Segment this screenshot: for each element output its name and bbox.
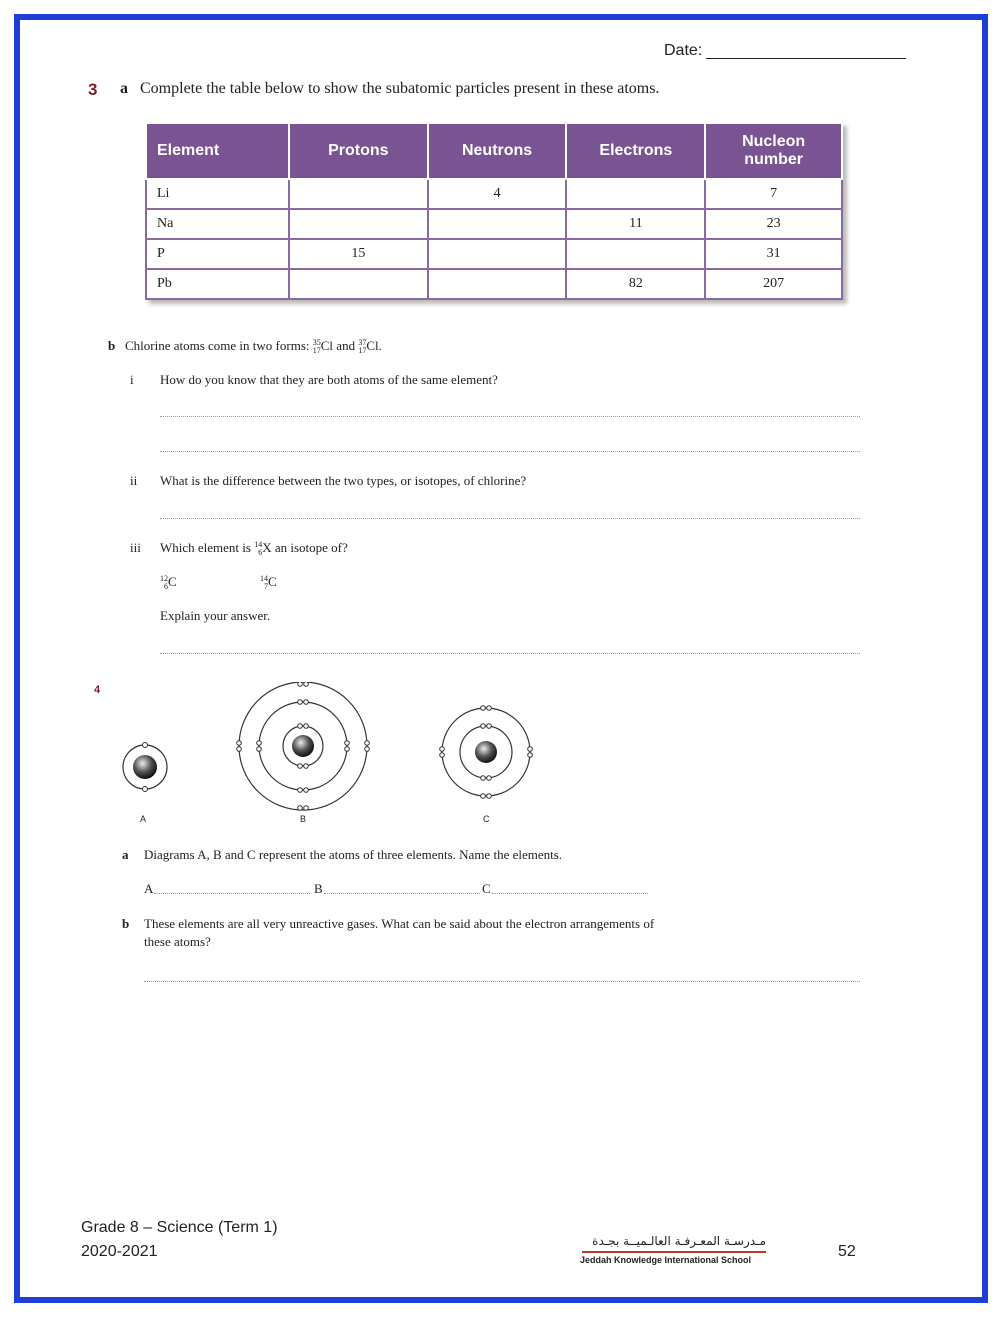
answer-label-a: A xyxy=(144,881,154,896)
logo-divider xyxy=(582,1251,766,1253)
answer-line-c[interactable] xyxy=(492,893,648,894)
table-row xyxy=(146,239,842,269)
diagram-label-a: A xyxy=(140,814,147,824)
x-nuclide: 14 6 xyxy=(254,540,263,558)
col-nucleon-number: Nucleon number xyxy=(705,123,842,179)
atom-b-diagram xyxy=(237,682,370,810)
question-3b-i-text: How do you know that they are both atoms of the same element? xyxy=(160,372,498,387)
roman-iii: iii xyxy=(130,540,141,555)
question-3a xyxy=(120,80,659,98)
diagram-label-b: B xyxy=(300,814,307,824)
question-3b-iii-text: Which element is xyxy=(160,540,251,555)
school-year: 2020-2021 xyxy=(81,1243,158,1260)
answer-cell[interactable] xyxy=(566,239,705,269)
table-cell: Li xyxy=(146,179,289,209)
answer-cell[interactable] xyxy=(289,179,428,209)
answer-line[interactable] xyxy=(160,653,860,654)
option-n14[interactable]: 14 7C xyxy=(260,574,277,592)
answer-cell[interactable] xyxy=(289,209,428,239)
question-3b-ii xyxy=(130,473,527,489)
diagram-label-c: C xyxy=(483,814,490,824)
atom-a-diagram xyxy=(123,743,167,792)
course-title: Grade 8 – Science (Term 1) xyxy=(81,1219,278,1236)
page-number: 52 xyxy=(838,1243,856,1260)
answer-line[interactable] xyxy=(160,416,860,417)
cl37-nuclide: 37 17 xyxy=(358,338,367,356)
date-field[interactable] xyxy=(706,58,906,59)
table-cell: 31 xyxy=(705,239,842,269)
table-row xyxy=(146,179,842,209)
table-cell: 7 xyxy=(705,179,842,209)
question-4-number: 4 xyxy=(94,684,101,696)
answer-line[interactable] xyxy=(160,518,860,519)
roman-ii: ii xyxy=(130,473,138,488)
col-neutrons: Neutrons xyxy=(428,123,567,179)
school-logo-arabic: مـدرسـة المعـرفـة العالـميــة بجـدة xyxy=(592,1234,766,1248)
table-row xyxy=(146,269,842,299)
cl35-nuclide: 35 17 xyxy=(312,338,321,356)
table-cell: 11 xyxy=(566,209,705,239)
col-electrons: Electrons xyxy=(566,123,705,179)
option-c12[interactable]: 12 6C xyxy=(160,574,177,592)
answer-line-b[interactable] xyxy=(324,893,480,894)
table-cell: P xyxy=(146,239,289,269)
question-4b-text-line2: these atoms? xyxy=(144,934,211,949)
answer-cell[interactable] xyxy=(428,269,567,299)
col-protons: Protons xyxy=(289,123,428,179)
table-row xyxy=(146,209,842,239)
question-4a-text: Diagrams A, B and C represent the atoms of three elements. Name the elements. xyxy=(144,847,563,862)
question-3b-text: Chlorine atoms come in two forms: xyxy=(124,338,310,353)
question-4b-text-line1: These elements are all very unreactive gases. What can be said about the electron arrangements of xyxy=(144,916,655,931)
question-3b-iii: iii Which element is 14 6X an isotope of? xyxy=(130,540,348,558)
answer-cell[interactable] xyxy=(428,209,567,239)
answer-cell[interactable] xyxy=(289,269,428,299)
question-3b-ii-text: What is the difference between the two types, or isotopes, of chlorine? xyxy=(160,473,527,488)
table-cell: 23 xyxy=(705,209,842,239)
table-cell: Na xyxy=(146,209,289,239)
answer-line[interactable] xyxy=(144,981,860,982)
part-b-letter: b xyxy=(122,916,130,931)
atom-c-diagram xyxy=(440,706,533,799)
roman-i: i xyxy=(130,372,134,387)
table-cell: 82 xyxy=(566,269,705,299)
answer-line[interactable] xyxy=(160,451,860,452)
table-header-row xyxy=(146,123,842,179)
table-cell: Pb xyxy=(146,269,289,299)
part-a-letter: a xyxy=(122,847,129,862)
answer-label-c: C xyxy=(482,881,491,896)
date-label: Date: xyxy=(664,42,703,59)
part-a-letter: a xyxy=(120,80,128,97)
answer-cell[interactable] xyxy=(566,179,705,209)
explain-prompt: Explain your answer. xyxy=(160,608,271,623)
table-cell: 15 xyxy=(289,239,428,269)
answer-cell[interactable] xyxy=(428,239,567,269)
question-3b-i xyxy=(130,372,498,388)
table-cell: 4 xyxy=(428,179,567,209)
question-3a-text: Complete the table below to show the subatomic particles present in these atoms. xyxy=(140,80,660,97)
school-logo-english: Jeddah Knowledge International School xyxy=(580,1255,752,1265)
answer-label-b: B xyxy=(314,881,323,896)
part-b-letter: b xyxy=(108,338,116,353)
subatomic-table xyxy=(145,122,843,300)
table-cell: 207 xyxy=(705,269,842,299)
question-4a xyxy=(122,847,563,863)
question-3-number: 3 xyxy=(88,80,98,99)
question-3b: b Chlorine atoms come in two forms: 35 17Cl and 37 17Cl. xyxy=(108,338,382,356)
answer-line-a[interactable] xyxy=(154,893,310,894)
atom-diagrams xyxy=(100,682,580,822)
col-element: Element xyxy=(146,123,289,179)
question-4b xyxy=(122,916,822,949)
